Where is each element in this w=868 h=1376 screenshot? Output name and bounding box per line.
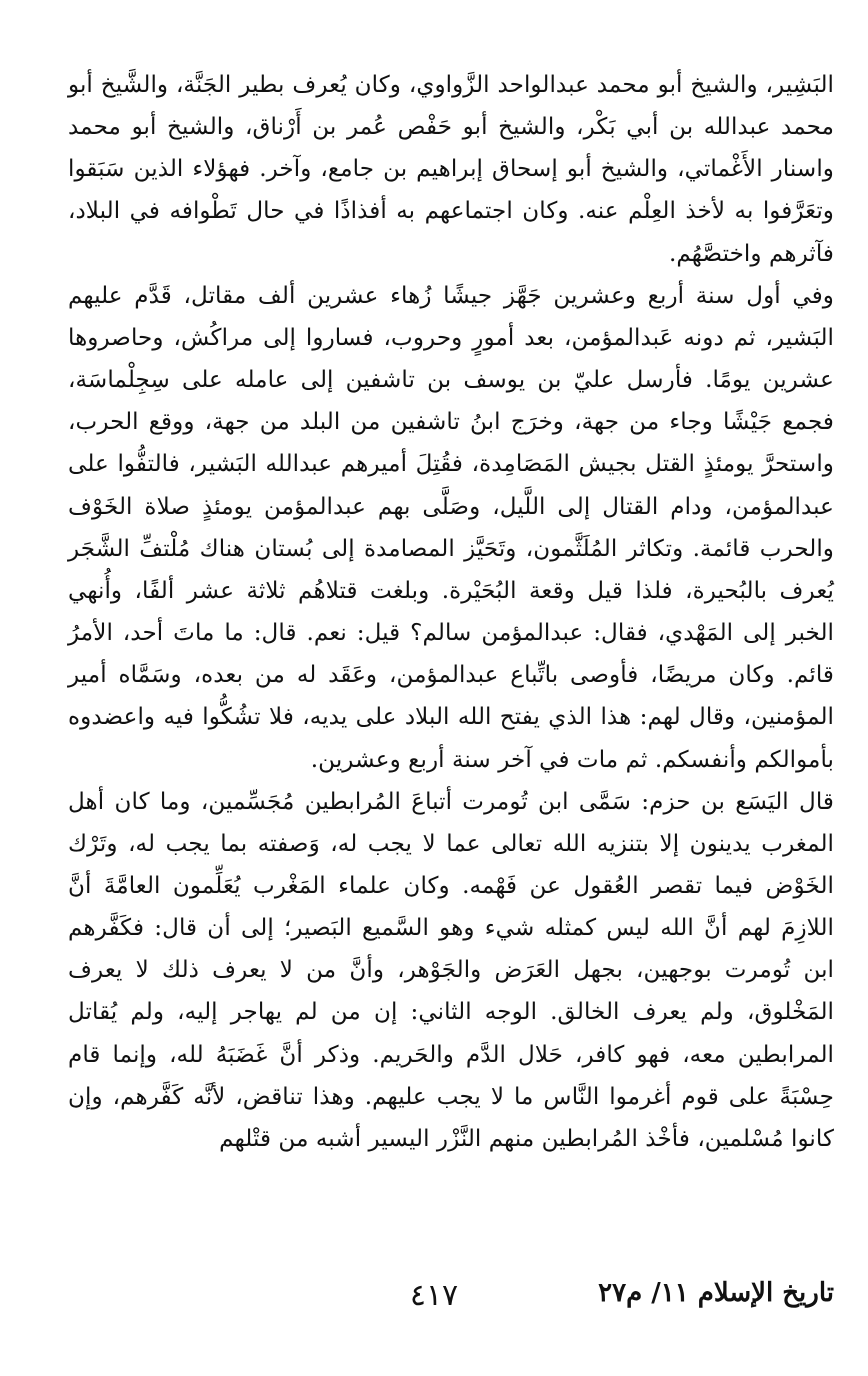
paragraph-3: قال اليَسَع بن حزم: سَمَّى ابن تُومرت أتباعَ المُرابطين مُجَسِّمين، وما كان أهل المغرب يدينون إلا بتنزيه الله تعالى عما لا يجب له، وَصفته بما يجب له، وتَرْك الخَوْض فيما تقصر العُقول عن فَهْمه. وكان علماء المَغْرب يُعَلِّمون العامَّةَ أنَّ اللازِمَ لهم أنَّ الله ليس كمثله شيء وهو السَّميع البَصير؛ إلى أن قال: فكَفَّرهم ابن تُومرت بوجهين، بجهل العَرَض والجَوْهر، وأنَّ من لا يعرف ذلك لا يعرف المَخْلوق، ولم يعرف الخالق. الوجه الثاني: إن من لم يهاجر إليه، ولم يُقاتل المرابطين معه، فهو كافر، حَلال الدَّم والحَريم. وذكر أنَّ غَضَبَهُ لله، وإنما قام حِسْبَةً على قوم أغرموا النَّاس ما لا يجب عليهم. وهذا تناقض، لأنَّه كَفَّرهم، وإن كانوا مُسْلمين، فأخْذ المُرابطين منهم النَّزْر اليسير أشبه من قتْلهم (68, 787, 834, 1152)
paragraph-2: وفي أول سنة أربع وعشرين جَهَّز جيشًا زُهاء عشرين ألف مقاتل، قَدَّم عليهم البَشير، ثم دونه عَبدالمؤمن، بعد أمورٍ وحروب، فساروا إلى مراكُش، وحاصروها عشرين يومًا. فأرسل عليّ بن يوسف بن تاشفين إلى عامله على سِجِلْماسَة، فجمع جَيْشًا وجاء من جهة، وخرَج ابنُ تاشفين من البلد من جهة، ووقع الحرب، واستحرَّ يومئذٍ القتل بجيش المَصَامِدة، فقُتِلَ أميرهم عبدالله البَشير، فالتفُّوا على عبدالمؤمن، ودام القتال إلى اللَّيل، وصَلَّى بهم عبدالمؤمن يومئذٍ صلاة الخَوْف والحرب قائمة. وتكاثر المُلَثَّمون، وتَحَيَّز المصامدة إلى بُستان هناك مُلْتفِّ الشَّجَر يُعرف بالبُحيرة، فلذا قيل وقعة البُحَيْرة. وبلغت قتلاهُم ثلاثة عشر ألفًا، وأُنهي الخبر إلى المَهْدي، فقال: عبدالمؤمن سالم؟ قيل: نعم. قال: ما ماتَ أحد، الأمرُ قائم. وكان مريضًا، فأوصى باتِّباع عبدالمؤمن، وعَقَد له من بعده، وسَمَّاه أمير المؤمنين، وقال لهم: هذا الذي يفتح الله البلاد على يديه، فلا تشُكُّوا فيه واعضدوه بأموالكم وأنفسكم. ثم مات في آخر سنة أربع وعشرين. (68, 281, 834, 773)
paragraph-1: البَشِير، والشيخ أبو محمد عبدالواحد الزَّواوي، وكان يُعرف بطير الجَنَّة، والشَّيخ أبو محمد عبدالله بن أبي بَكْر، والشيخ أبو حَفْص عُمر بن أَرْناق، والشيخ أبو محمد واسنار الأَغْماتي، والشيخ أبو إسحاق إبراهيم بن جامع، وآخر. فهؤلاء الذين سَبَقوا وتعَرَّفوا به لأخذ العِلْم عنه. وكان اجتماعهم به أفذاذًا في حال تَطْوافه في البلاد، فآثرهم واختصَّهُم. (68, 71, 834, 267)
page-footer (0, 1278, 868, 1318)
page-number: ٤١٧ (409, 1278, 459, 1313)
volume-signature: تاريخ الإسلام ١١/ م٢٧ (598, 1278, 834, 1308)
body-text (68, 64, 834, 1160)
